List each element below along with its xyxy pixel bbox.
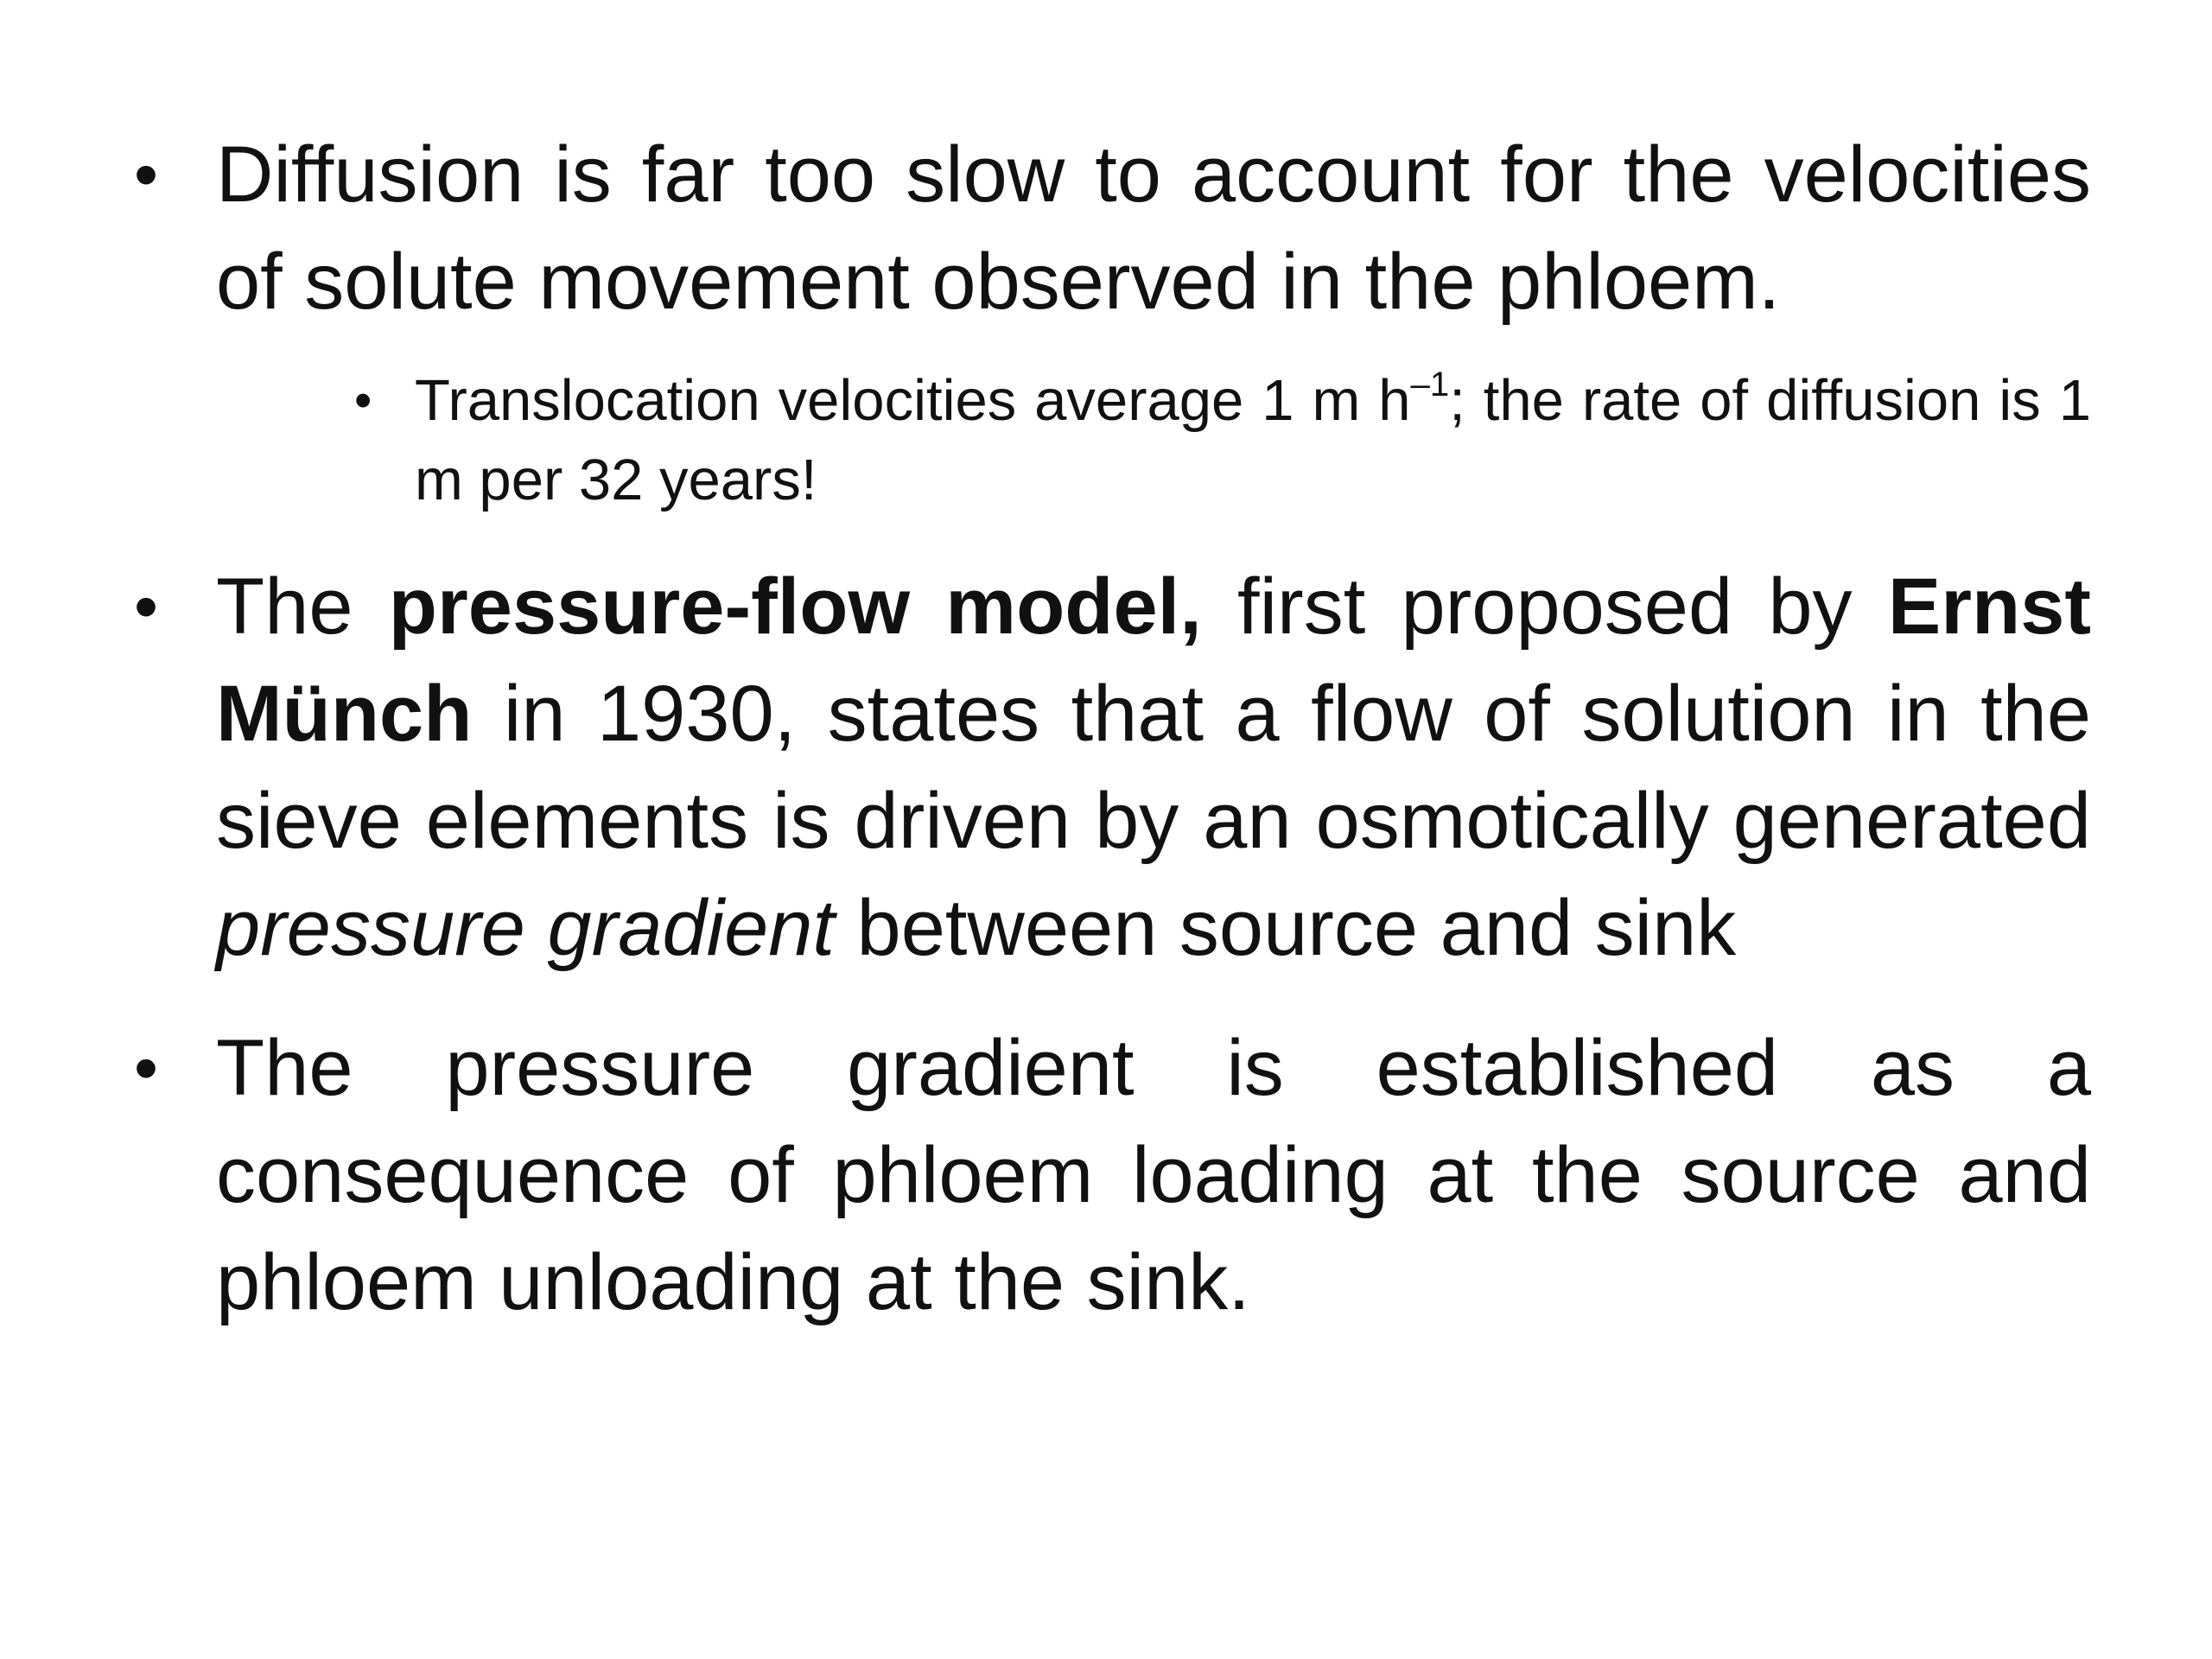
exponent: –1 xyxy=(1410,364,1450,404)
bullet-dot-icon: • xyxy=(354,372,372,429)
bullet-text: Diffusion is far too slow to account for the velocities of solute movement observed in the phloem. xyxy=(216,130,2091,326)
term-pressure-flow-model: pressure-flow model, xyxy=(388,563,1202,651)
sub-bullet-translocation xyxy=(354,361,2091,520)
slide-body xyxy=(130,121,2091,1369)
sub-bullet-text-start: Translocation velocities average 1 m h xyxy=(415,368,1411,433)
bullet-text: The pressure gradient is established as a consequence of phloem loading at the source and phloem unloading at the sink. xyxy=(216,1024,2091,1326)
name-ernst-munch: Ernst Münch xyxy=(216,563,2091,758)
bullet-text-part4: between source and sink xyxy=(834,884,1737,972)
term-pressure-gradient: pressure gradient xyxy=(216,884,835,972)
bullet-pressure-gradient xyxy=(130,1014,2091,1336)
sub-bullet-text-end: ; the rate of diffusion is 1 m per 32 years! xyxy=(415,368,2091,512)
bullet-dot-icon: • xyxy=(134,1029,159,1106)
bullet-dot-icon: • xyxy=(134,568,159,645)
bullet-text-part3: in 1930, states that a flow of solution in the sieve elements is driven by an osmotically generated xyxy=(216,670,2091,865)
bullet-pressure-flow-model xyxy=(130,553,2091,982)
bullet-text-part1: The xyxy=(216,563,389,651)
bullet-diffusion xyxy=(130,121,2091,335)
bullet-dot-icon: • xyxy=(134,136,159,213)
bullet-text-part2: first proposed by xyxy=(1201,563,1888,651)
